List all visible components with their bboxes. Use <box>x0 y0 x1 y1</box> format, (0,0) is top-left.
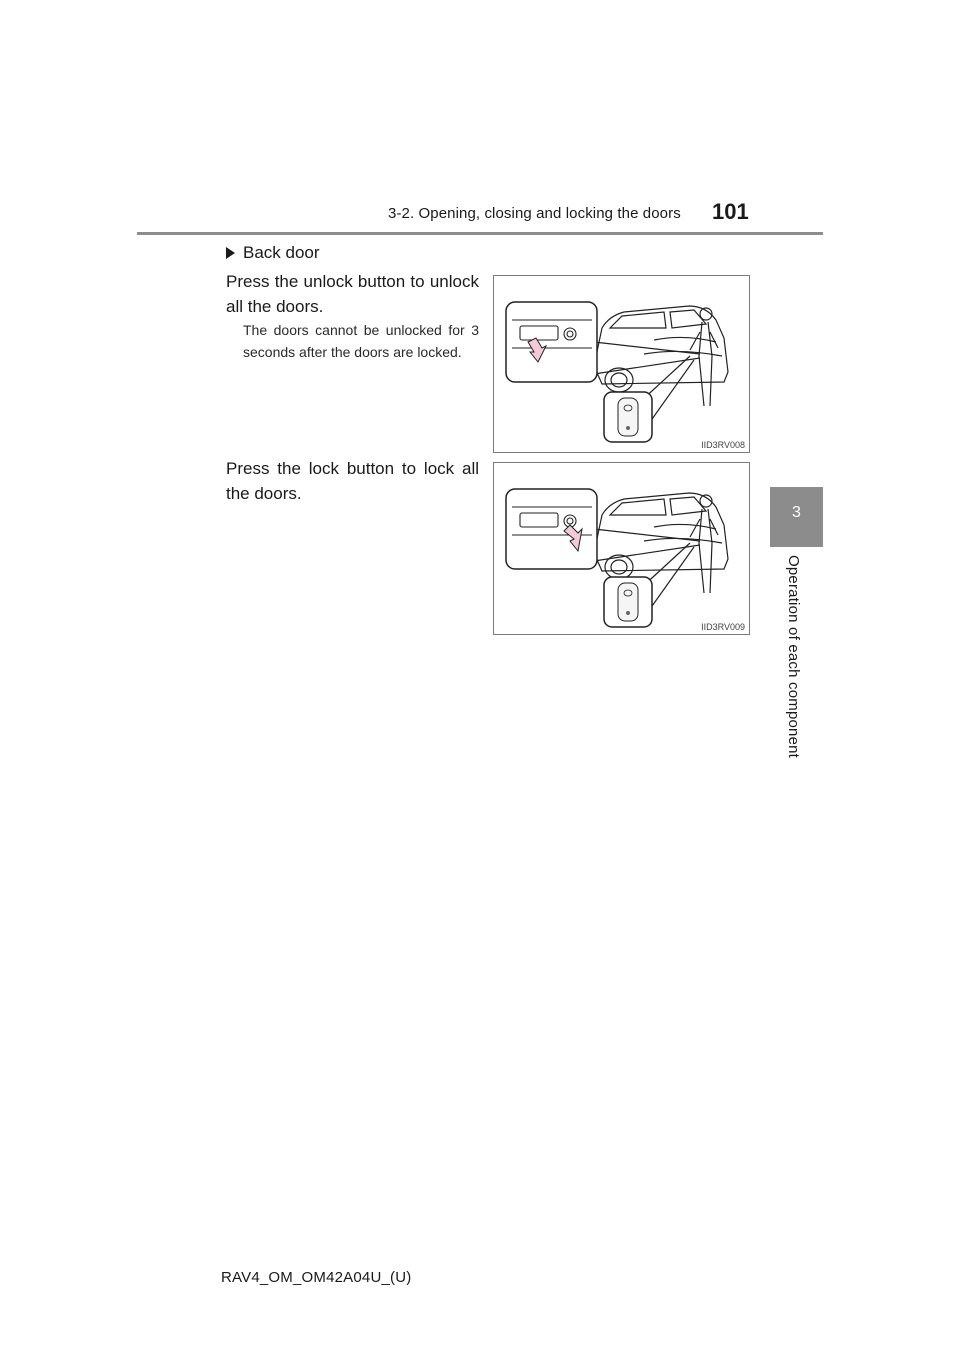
figure-unlock <box>493 275 750 453</box>
subheading <box>226 243 320 263</box>
header-divider <box>137 232 823 235</box>
figure-unlock-illustration <box>494 276 749 452</box>
chapter-tab <box>770 487 823 547</box>
unlock-note: The doors cannot be unlocked for 3 seconds after the doors are locked. <box>243 322 479 360</box>
manual-id: RAV4_OM_OM42A04U_(U) <box>221 1269 412 1286</box>
figure-lock-illustration <box>494 463 749 634</box>
chapter-label: Operation of each component <box>785 555 802 759</box>
unlock-instruction: Press the unlock button to unlock all the doors. <box>226 272 479 316</box>
subheading-text: Back door <box>243 243 320 262</box>
chapter-number: 3 <box>792 504 801 521</box>
section-title: 3-2. Opening, closing and locking the doors <box>388 205 681 222</box>
figure-code: IID3RV009 <box>701 622 745 632</box>
bullet-triangle-icon <box>226 247 235 259</box>
figure-lock <box>493 462 750 635</box>
page-number: 101 <box>712 199 749 224</box>
figure-code: IID3RV008 <box>701 440 745 450</box>
lock-instruction: Press the lock button to lock all the doors. <box>226 459 479 503</box>
